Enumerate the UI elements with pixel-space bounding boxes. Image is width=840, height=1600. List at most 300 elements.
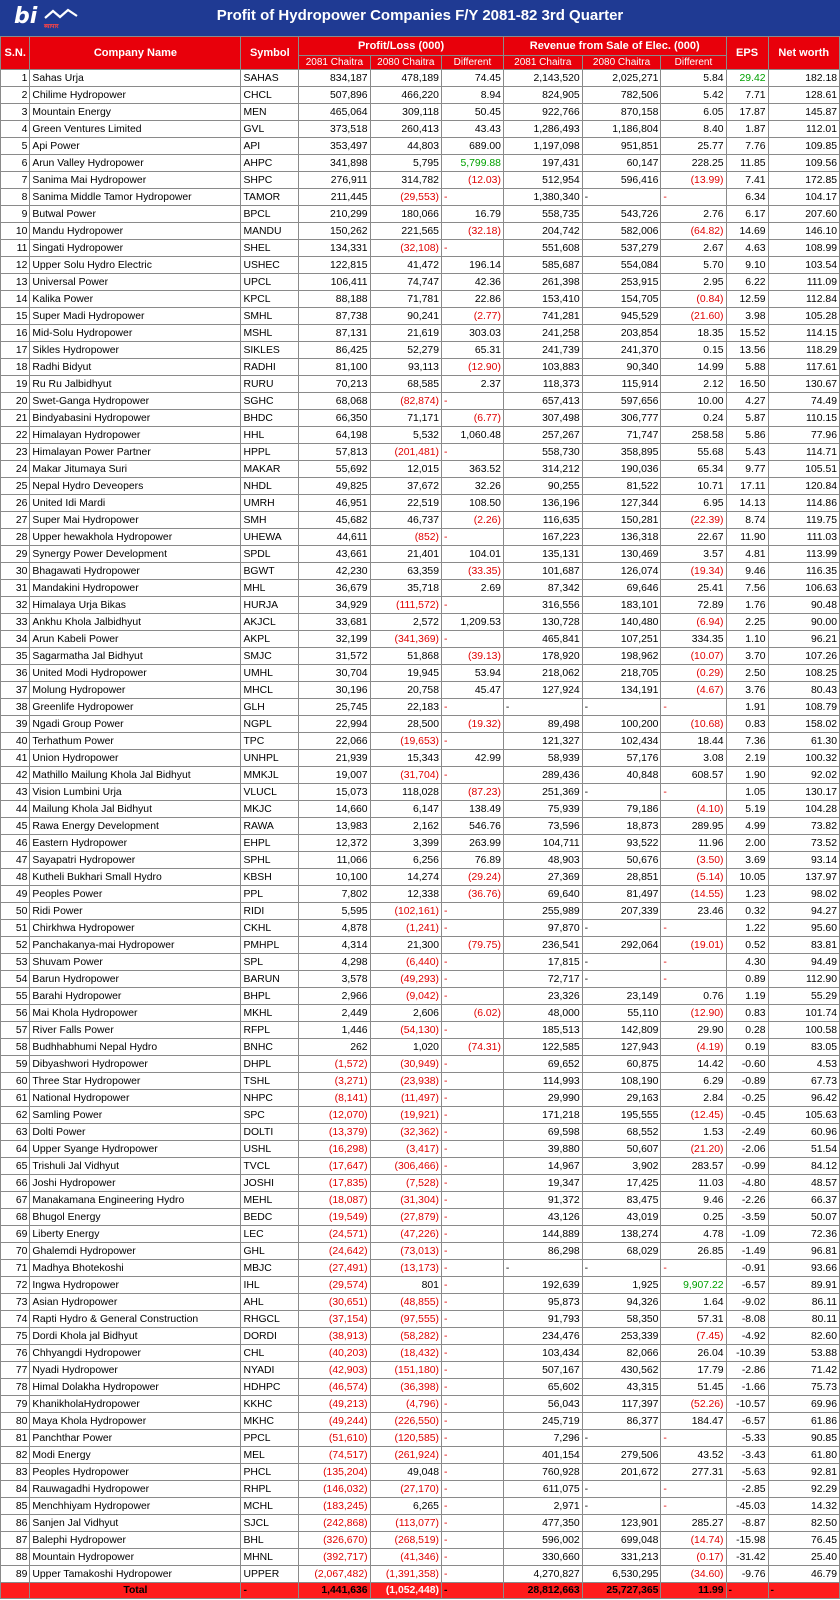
cell-sn: 65: [1, 1158, 30, 1175]
cell-networth: 137.97: [768, 869, 839, 886]
cell-sn: 86: [1, 1515, 30, 1532]
cell-networth: 119.75: [768, 512, 839, 529]
cell-company: Madhya Bhotekoshi: [30, 1260, 241, 1277]
cell-networth: 72.36: [768, 1226, 839, 1243]
cell-symbol: NYADI: [241, 1362, 299, 1379]
cell-profit-diff: -: [441, 240, 503, 257]
cell-profit-2080: 68,585: [370, 376, 441, 393]
table-row: [1, 1515, 840, 1532]
cell-symbol: SPC: [241, 1107, 299, 1124]
cell-symbol: KBSH: [241, 869, 299, 886]
cell-profit-2081: 70,213: [299, 376, 370, 393]
cell-eps: 4.81: [726, 546, 768, 563]
cell-sn: 67: [1, 1192, 30, 1209]
cell-profit-2081: 211,445: [299, 189, 370, 206]
cell-sn: 7: [1, 172, 30, 189]
cell-profit-2080: 466,220: [370, 87, 441, 104]
cell-revenue-2080: 292,064: [582, 937, 661, 954]
table-row: [1, 223, 840, 240]
cell-company: Ingwa Hydropower: [30, 1277, 241, 1294]
table-row: [1, 1243, 840, 1260]
cell-sn: 64: [1, 1141, 30, 1158]
cell-profit-2080: 93,113: [370, 359, 441, 376]
table-row: [1, 750, 840, 767]
cell-networth: 4.53: [768, 1056, 839, 1073]
cell-revenue-diff: 0.24: [661, 410, 726, 427]
cell-revenue-2081: -: [503, 1260, 582, 1277]
cell-revenue-diff: (64.82): [661, 223, 726, 240]
cell-revenue-diff: 18.44: [661, 733, 726, 750]
cell-symbol: MHCL: [241, 682, 299, 699]
cell-profit-diff: -: [441, 767, 503, 784]
cell-company: Upper Solu Hydro Electric: [30, 257, 241, 274]
cell-sn: 1: [1, 70, 30, 87]
cell-revenue-2080: -: [582, 971, 661, 988]
cell-revenue-2081: 234,476: [503, 1328, 582, 1345]
cell-profit-diff: -: [441, 1345, 503, 1362]
total-revenue-diff: 11.99: [661, 1583, 726, 1599]
cell-networth: 112.90: [768, 971, 839, 988]
cell-networth: 128.61: [768, 87, 839, 104]
cell-revenue-2081: -: [503, 699, 582, 716]
cell-revenue-diff: 228.25: [661, 155, 726, 172]
cell-profit-2081: 25,745: [299, 699, 370, 716]
cell-profit-diff: 42.36: [441, 274, 503, 291]
cell-profit-diff: -: [441, 1328, 503, 1345]
cell-sn: 35: [1, 648, 30, 665]
cell-revenue-diff: 14.42: [661, 1056, 726, 1073]
table-row: [1, 291, 840, 308]
table-row: [1, 886, 840, 903]
cell-networth: 182.18: [768, 70, 839, 87]
cell-revenue-diff: 277.31: [661, 1464, 726, 1481]
cell-revenue-diff: 18.35: [661, 325, 726, 342]
cell-company: National Hydropower: [30, 1090, 241, 1107]
cell-revenue-2081: 58,939: [503, 750, 582, 767]
cell-networth: 145.87: [768, 104, 839, 121]
cell-profit-2081: (30,651): [299, 1294, 370, 1311]
cell-symbol: BEDC: [241, 1209, 299, 1226]
cell-eps: 5.86: [726, 427, 768, 444]
cell-revenue-2081: 27,369: [503, 869, 582, 886]
cell-revenue-diff: (4.67): [661, 682, 726, 699]
cell-eps: 0.19: [726, 1039, 768, 1056]
cell-profit-diff: 303.03: [441, 325, 503, 342]
cell-eps: -45.03: [726, 1498, 768, 1515]
cell-company: Sanima Middle Tamor Hydropower: [30, 189, 241, 206]
cell-revenue-2080: 107,251: [582, 631, 661, 648]
cell-profit-2080: (1,241): [370, 920, 441, 937]
table-row: [1, 699, 840, 716]
cell-profit-2081: 66,350: [299, 410, 370, 427]
cell-revenue-2080: 699,048: [582, 1532, 661, 1549]
cell-networth: 61.80: [768, 1447, 839, 1464]
cell-revenue-2081: 1,197,098: [503, 138, 582, 155]
cell-sn: 69: [1, 1226, 30, 1243]
cell-profit-diff: (6.77): [441, 410, 503, 427]
col-header-profit-2081: 2081 Chaitra: [299, 56, 370, 70]
cell-networth: 92.29: [768, 1481, 839, 1498]
cell-networth: 105.51: [768, 461, 839, 478]
cell-profit-2081: (38,913): [299, 1328, 370, 1345]
cell-revenue-2081: 824,905: [503, 87, 582, 104]
cell-networth: 172.85: [768, 172, 839, 189]
cell-revenue-diff: 3.08: [661, 750, 726, 767]
cell-revenue-2080: 90,340: [582, 359, 661, 376]
cell-revenue-2081: 185,513: [503, 1022, 582, 1039]
cell-eps: 17.11: [726, 478, 768, 495]
cell-revenue-2080: 81,522: [582, 478, 661, 495]
cell-profit-2080: 28,500: [370, 716, 441, 733]
cell-revenue-2080: 154,705: [582, 291, 661, 308]
cell-sn: 9: [1, 206, 30, 223]
cell-revenue-2081: 197,431: [503, 155, 582, 172]
cell-revenue-diff: 1.53: [661, 1124, 726, 1141]
cell-revenue-diff: 258.58: [661, 427, 726, 444]
cell-eps: -0.60: [726, 1056, 768, 1073]
cell-sn: 82: [1, 1447, 30, 1464]
cell-revenue-2081: 103,883: [503, 359, 582, 376]
cell-revenue-2080: 94,326: [582, 1294, 661, 1311]
cell-profit-diff: -: [441, 1464, 503, 1481]
cell-eps: -9.02: [726, 1294, 768, 1311]
cell-sn: 70: [1, 1243, 30, 1260]
cell-profit-2081: (2,067,482): [299, 1566, 370, 1583]
cell-symbol: GLH: [241, 699, 299, 716]
cell-symbol: TSHL: [241, 1073, 299, 1090]
cell-revenue-2081: 1,286,493: [503, 121, 582, 138]
cell-profit-2080: (4,796): [370, 1396, 441, 1413]
table-row: [1, 240, 840, 257]
cell-revenue-2081: 316,556: [503, 597, 582, 614]
cell-revenue-diff: -: [661, 971, 726, 988]
cell-company: Ankhu Khola Jalbidhyut: [30, 614, 241, 631]
cell-profit-2081: 43,661: [299, 546, 370, 563]
cell-company: Panchakanya-mai Hydropower: [30, 937, 241, 954]
cell-revenue-diff: 2.95: [661, 274, 726, 291]
cell-symbol: UNHPL: [241, 750, 299, 767]
table-row: [1, 1209, 840, 1226]
cell-revenue-diff: -: [661, 699, 726, 716]
cell-sn: 24: [1, 461, 30, 478]
cell-profit-2081: 86,425: [299, 342, 370, 359]
cell-eps: 3.70: [726, 648, 768, 665]
cell-symbol: HHL: [241, 427, 299, 444]
cell-profit-diff: 689.00: [441, 138, 503, 155]
cell-revenue-diff: (4.19): [661, 1039, 726, 1056]
cell-profit-diff: 32.26: [441, 478, 503, 495]
table-row: [1, 1073, 840, 1090]
cell-networth: 93.14: [768, 852, 839, 869]
cell-profit-diff: -: [441, 1022, 503, 1039]
col-header-sn: S.N.: [1, 37, 30, 70]
cell-profit-2081: 834,187: [299, 70, 370, 87]
cell-revenue-2081: 760,928: [503, 1464, 582, 1481]
cell-profit-2080: (3,417): [370, 1141, 441, 1158]
table-row: [1, 427, 840, 444]
cell-symbol: MMKJL: [241, 767, 299, 784]
cell-eps: -5.63: [726, 1464, 768, 1481]
cell-revenue-diff: (14.55): [661, 886, 726, 903]
cell-symbol: TAMOR: [241, 189, 299, 206]
cell-company: Sikles Hydropower: [30, 342, 241, 359]
cell-revenue-2080: 130,469: [582, 546, 661, 563]
cell-sn: 88: [1, 1549, 30, 1566]
cell-revenue-2081: 251,369: [503, 784, 582, 801]
cell-profit-diff: -: [441, 1107, 503, 1124]
cell-eps: 10.05: [726, 869, 768, 886]
cell-company: Peoples Power: [30, 886, 241, 903]
cell-sn: 18: [1, 359, 30, 376]
cell-profit-2080: 2,572: [370, 614, 441, 631]
cell-revenue-diff: 285.27: [661, 1515, 726, 1532]
cell-profit-2081: (3,271): [299, 1073, 370, 1090]
cell-revenue-diff: 6.05: [661, 104, 726, 121]
cell-company: Molung Hydropower: [30, 682, 241, 699]
table-row: [1, 359, 840, 376]
cell-profit-2080: (27,170): [370, 1481, 441, 1498]
table-row: [1, 597, 840, 614]
cell-revenue-diff: 10.00: [661, 393, 726, 410]
cell-profit-diff: 42.99: [441, 750, 503, 767]
table-row: [1, 1464, 840, 1481]
cell-networth: 75.73: [768, 1379, 839, 1396]
cell-symbol: BHL: [241, 1532, 299, 1549]
cell-symbol: MEHL: [241, 1192, 299, 1209]
cell-symbol: BNHC: [241, 1039, 299, 1056]
cell-revenue-diff: -: [661, 189, 726, 206]
cell-revenue-2081: 130,728: [503, 614, 582, 631]
cell-company: Maya Khola Hydropower: [30, 1413, 241, 1430]
cell-revenue-2081: 307,498: [503, 410, 582, 427]
cell-symbol: CKHL: [241, 920, 299, 937]
cell-eps: -31.42: [726, 1549, 768, 1566]
cell-profit-2080: (19,921): [370, 1107, 441, 1124]
cell-networth: 114.86: [768, 495, 839, 512]
cell-symbol: USHL: [241, 1141, 299, 1158]
cell-eps: -10.39: [726, 1345, 768, 1362]
cell-profit-2081: 81,100: [299, 359, 370, 376]
table-row: [1, 1141, 840, 1158]
cell-symbol: RADHI: [241, 359, 299, 376]
cell-profit-2080: (48,855): [370, 1294, 441, 1311]
cell-profit-2081: 134,331: [299, 240, 370, 257]
cell-revenue-2080: 17,425: [582, 1175, 661, 1192]
cell-profit-diff: -: [441, 1141, 503, 1158]
cell-company: Universal Power: [30, 274, 241, 291]
cell-revenue-2081: 922,766: [503, 104, 582, 121]
cell-eps: -0.91: [726, 1260, 768, 1277]
cell-profit-2081: 2,966: [299, 988, 370, 1005]
cell-eps: 1.76: [726, 597, 768, 614]
cell-revenue-diff: (21.60): [661, 308, 726, 325]
cell-sn: 5: [1, 138, 30, 155]
cell-profit-diff: -: [441, 1396, 503, 1413]
cell-eps: 15.52: [726, 325, 768, 342]
cell-profit-2081: (1,572): [299, 1056, 370, 1073]
cell-revenue-diff: 72.89: [661, 597, 726, 614]
table-row: [1, 971, 840, 988]
cell-symbol: HURJA: [241, 597, 299, 614]
cell-sn: 48: [1, 869, 30, 886]
table-row: [1, 988, 840, 1005]
cell-profit-2081: 30,704: [299, 665, 370, 682]
cell-symbol: DOLTI: [241, 1124, 299, 1141]
cell-profit-2081: (135,204): [299, 1464, 370, 1481]
cell-symbol: AHPC: [241, 155, 299, 172]
cell-profit-2081: 106,411: [299, 274, 370, 291]
cell-sn: 21: [1, 410, 30, 427]
cell-profit-2081: 7,802: [299, 886, 370, 903]
cell-symbol: MSHL: [241, 325, 299, 342]
cell-symbol: RURU: [241, 376, 299, 393]
cell-profit-2080: (852): [370, 529, 441, 546]
logo-subtext: ब्यापार: [44, 24, 59, 30]
cell-sn: 58: [1, 1039, 30, 1056]
cell-profit-diff: -: [441, 189, 503, 206]
cell-profit-2081: 276,911: [299, 172, 370, 189]
cell-eps: -15.98: [726, 1532, 768, 1549]
cell-company: Ghalemdi Hydropower: [30, 1243, 241, 1260]
cell-symbol: CHCL: [241, 87, 299, 104]
cell-networth: 105.28: [768, 308, 839, 325]
cell-profit-2081: 10,100: [299, 869, 370, 886]
table-row: [1, 631, 840, 648]
col-header-company: Company Name: [30, 37, 241, 70]
cell-company: Nyadi Hydropower: [30, 1362, 241, 1379]
cell-eps: -0.25: [726, 1090, 768, 1107]
cell-company: Eastern Hydropower: [30, 835, 241, 852]
cell-networth: 71.42: [768, 1362, 839, 1379]
cell-revenue-2080: 6,530,295: [582, 1566, 661, 1583]
cell-revenue-2080: 198,962: [582, 648, 661, 665]
cell-profit-diff: 53.94: [441, 665, 503, 682]
cell-revenue-2080: 23,149: [582, 988, 661, 1005]
cell-revenue-2081: 121,327: [503, 733, 582, 750]
cell-revenue-diff: 6.95: [661, 495, 726, 512]
cell-revenue-diff: (12.45): [661, 1107, 726, 1124]
total-eps: -: [726, 1583, 768, 1599]
table-row: [1, 1362, 840, 1379]
cell-profit-2080: (36,398): [370, 1379, 441, 1396]
cell-profit-diff: (36.76): [441, 886, 503, 903]
cell-profit-2080: 22,183: [370, 699, 441, 716]
table-row: [1, 869, 840, 886]
cell-profit-2081: (183,245): [299, 1498, 370, 1515]
cell-profit-2080: 260,413: [370, 121, 441, 138]
cell-networth: 96.21: [768, 631, 839, 648]
cell-profit-2081: 22,994: [299, 716, 370, 733]
header-row-main: [1, 37, 840, 56]
cell-company: Chilime Hydropower: [30, 87, 241, 104]
cell-company: Shuvam Power: [30, 954, 241, 971]
cell-sn: 32: [1, 597, 30, 614]
cell-revenue-2081: 512,954: [503, 172, 582, 189]
cell-revenue-2081: 114,993: [503, 1073, 582, 1090]
cell-profit-diff: 76.89: [441, 852, 503, 869]
cell-company: Arun Valley Hydropower: [30, 155, 241, 172]
cell-revenue-2081: 91,372: [503, 1192, 582, 1209]
cell-revenue-2080: 69,646: [582, 580, 661, 597]
cell-revenue-2081: 611,075: [503, 1481, 582, 1498]
cell-networth: 109.85: [768, 138, 839, 155]
cell-revenue-2081: 171,218: [503, 1107, 582, 1124]
cell-revenue-2081: 477,350: [503, 1515, 582, 1532]
cell-revenue-2081: 218,062: [503, 665, 582, 682]
cell-networth: 106.63: [768, 580, 839, 597]
cell-profit-diff: -: [441, 920, 503, 937]
cell-sn: 66: [1, 1175, 30, 1192]
cell-sn: 62: [1, 1107, 30, 1124]
cell-revenue-diff: (0.29): [661, 665, 726, 682]
cell-profit-diff: 43.43: [441, 121, 503, 138]
cell-profit-2080: (120,585): [370, 1430, 441, 1447]
cell-profit-2081: 13,983: [299, 818, 370, 835]
cell-profit-2080: 71,171: [370, 410, 441, 427]
cell-symbol: DORDI: [241, 1328, 299, 1345]
cell-networth: 116.35: [768, 563, 839, 580]
cell-sn: 47: [1, 852, 30, 869]
cell-revenue-2081: 17,815: [503, 954, 582, 971]
cell-revenue-2080: 55,110: [582, 1005, 661, 1022]
cell-company: United Idi Mardi: [30, 495, 241, 512]
cell-profit-diff: -: [441, 1056, 503, 1073]
cell-symbol: LEC: [241, 1226, 299, 1243]
cell-eps: -0.99: [726, 1158, 768, 1175]
cell-networth: 92.81: [768, 1464, 839, 1481]
cell-profit-diff: -: [441, 1447, 503, 1464]
cell-profit-diff: -: [441, 1566, 503, 1583]
cell-networth: 98.02: [768, 886, 839, 903]
cell-symbol: MEL: [241, 1447, 299, 1464]
cell-sn: 29: [1, 546, 30, 563]
cell-revenue-2080: 29,163: [582, 1090, 661, 1107]
cell-company: Butwal Power: [30, 206, 241, 223]
cell-profit-2081: 44,611: [299, 529, 370, 546]
cell-profit-2080: 12,338: [370, 886, 441, 903]
col-header-revenue-diff: Different: [661, 56, 726, 70]
cell-networth: 101.74: [768, 1005, 839, 1022]
cell-symbol: RFPL: [241, 1022, 299, 1039]
cell-revenue-2081: 289,436: [503, 767, 582, 784]
cell-profit-2080: (30,949): [370, 1056, 441, 1073]
table-row: [1, 172, 840, 189]
cell-revenue-2080: 71,747: [582, 427, 661, 444]
cell-sn: 16: [1, 325, 30, 342]
cell-company: Himalayan Power Partner: [30, 444, 241, 461]
cell-profit-2081: 12,372: [299, 835, 370, 852]
cell-company: Makar Jitumaya Suri: [30, 461, 241, 478]
cell-symbol: UPCL: [241, 274, 299, 291]
cell-profit-diff: 1,060.48: [441, 427, 503, 444]
cell-eps: 7.36: [726, 733, 768, 750]
total-profit-diff: -: [441, 1583, 503, 1599]
cell-profit-2080: 314,782: [370, 172, 441, 189]
cell-company: Samling Power: [30, 1107, 241, 1124]
cell-profit-2080: 21,401: [370, 546, 441, 563]
table-row: [1, 529, 840, 546]
table-row: [1, 1481, 840, 1498]
cell-symbol: MCHL: [241, 1498, 299, 1515]
cell-revenue-2080: 951,851: [582, 138, 661, 155]
cell-networth: 92.02: [768, 767, 839, 784]
cell-networth: 130.67: [768, 376, 839, 393]
cell-eps: 3.98: [726, 308, 768, 325]
cell-profit-2081: (37,154): [299, 1311, 370, 1328]
cell-profit-2081: (24,571): [299, 1226, 370, 1243]
cell-profit-2080: (102,161): [370, 903, 441, 920]
cell-profit-2080: 6,265: [370, 1498, 441, 1515]
